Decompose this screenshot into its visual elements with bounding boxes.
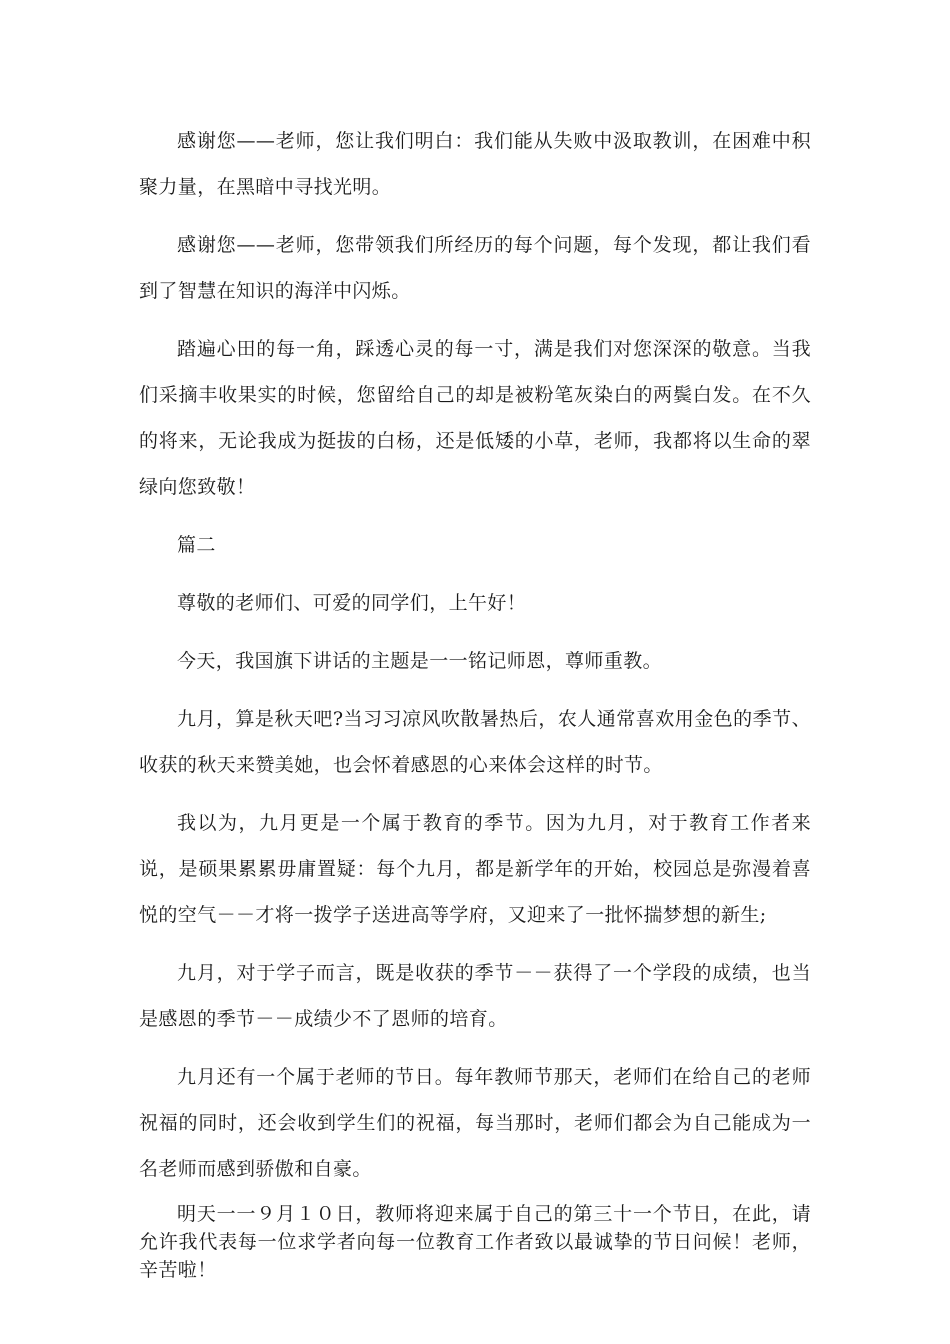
paragraph-thanks-2: 感谢您——老师，您带领我们所经历的每个问题，每个发现，都让我们看到了智慧在知识的海洋中闪烁。 [139,234,811,302]
paragraph-topic: 今天，我国旗下讲话的主题是一一铭记师恩，尊师重教。 [177,650,663,672]
paragraph-respect: 踏遍心田的每一角，踩透心灵的每一寸，满是我们对您深深的敬意。当我们采摘丰收果实的时候，您留给自己的却是被粉笔灰染白的两鬓白发。在不久的将来，无论我成为挺拔的白杨，还是低矮的小草，老师，我都将以生命的翠绿向您致敬！ [139,338,811,498]
section-heading: 篇二 [177,534,216,556]
document-page [139,118,811,1296]
paragraph-education-season: 我以为，九月更是一个属于教育的季节。因为九月，对于教育工作者来说，是硕果累累毋庸置疑：每个九月，都是新学年的开始，校园总是弥漫着喜悦的空气－－才将一拨学子送进高等学府，又迎来了一批怀揣梦想的新生; [139,812,811,926]
paragraph-students: 九月，对于学子而言，既是收获的季节－－获得了一个学段的成绩，也当是感恩的季节－－成绩少不了恩师的培育。 [139,962,811,1030]
paragraph-thanks-1: 感谢您——老师，您让我们明白：我们能从失败中汲取教训，在困难中积聚力量，在黑暗中寻找光明。 [139,130,811,198]
paragraph-greetings-closing: 明天一一９月１０日，教师将迎来属于自己的第三十一个节日，在此，请允许我代表每一位求学者向每一位教育工作者致以最诚挚的节日问候！老师，辛苦啦！ [139,1203,811,1281]
paragraph-greeting: 尊敬的老师们、可爱的同学们，上午好！ [177,592,527,614]
paragraph-teachers-day: 九月还有一个属于老师的节日。每年教师节那天，老师们在给自己的老师祝福的同时，还会收到学生们的祝福，每当那时，老师们都会为自己能成为一名老师而感到骄傲和自豪。 [139,1066,811,1180]
paragraph-september: 九月，算是秋天吧?当习习凉风吹散暑热后，农人通常喜欢用金色的季节、收获的秋天来赞美她，也会怀着感恩的心来体会这样的时节。 [139,708,811,776]
